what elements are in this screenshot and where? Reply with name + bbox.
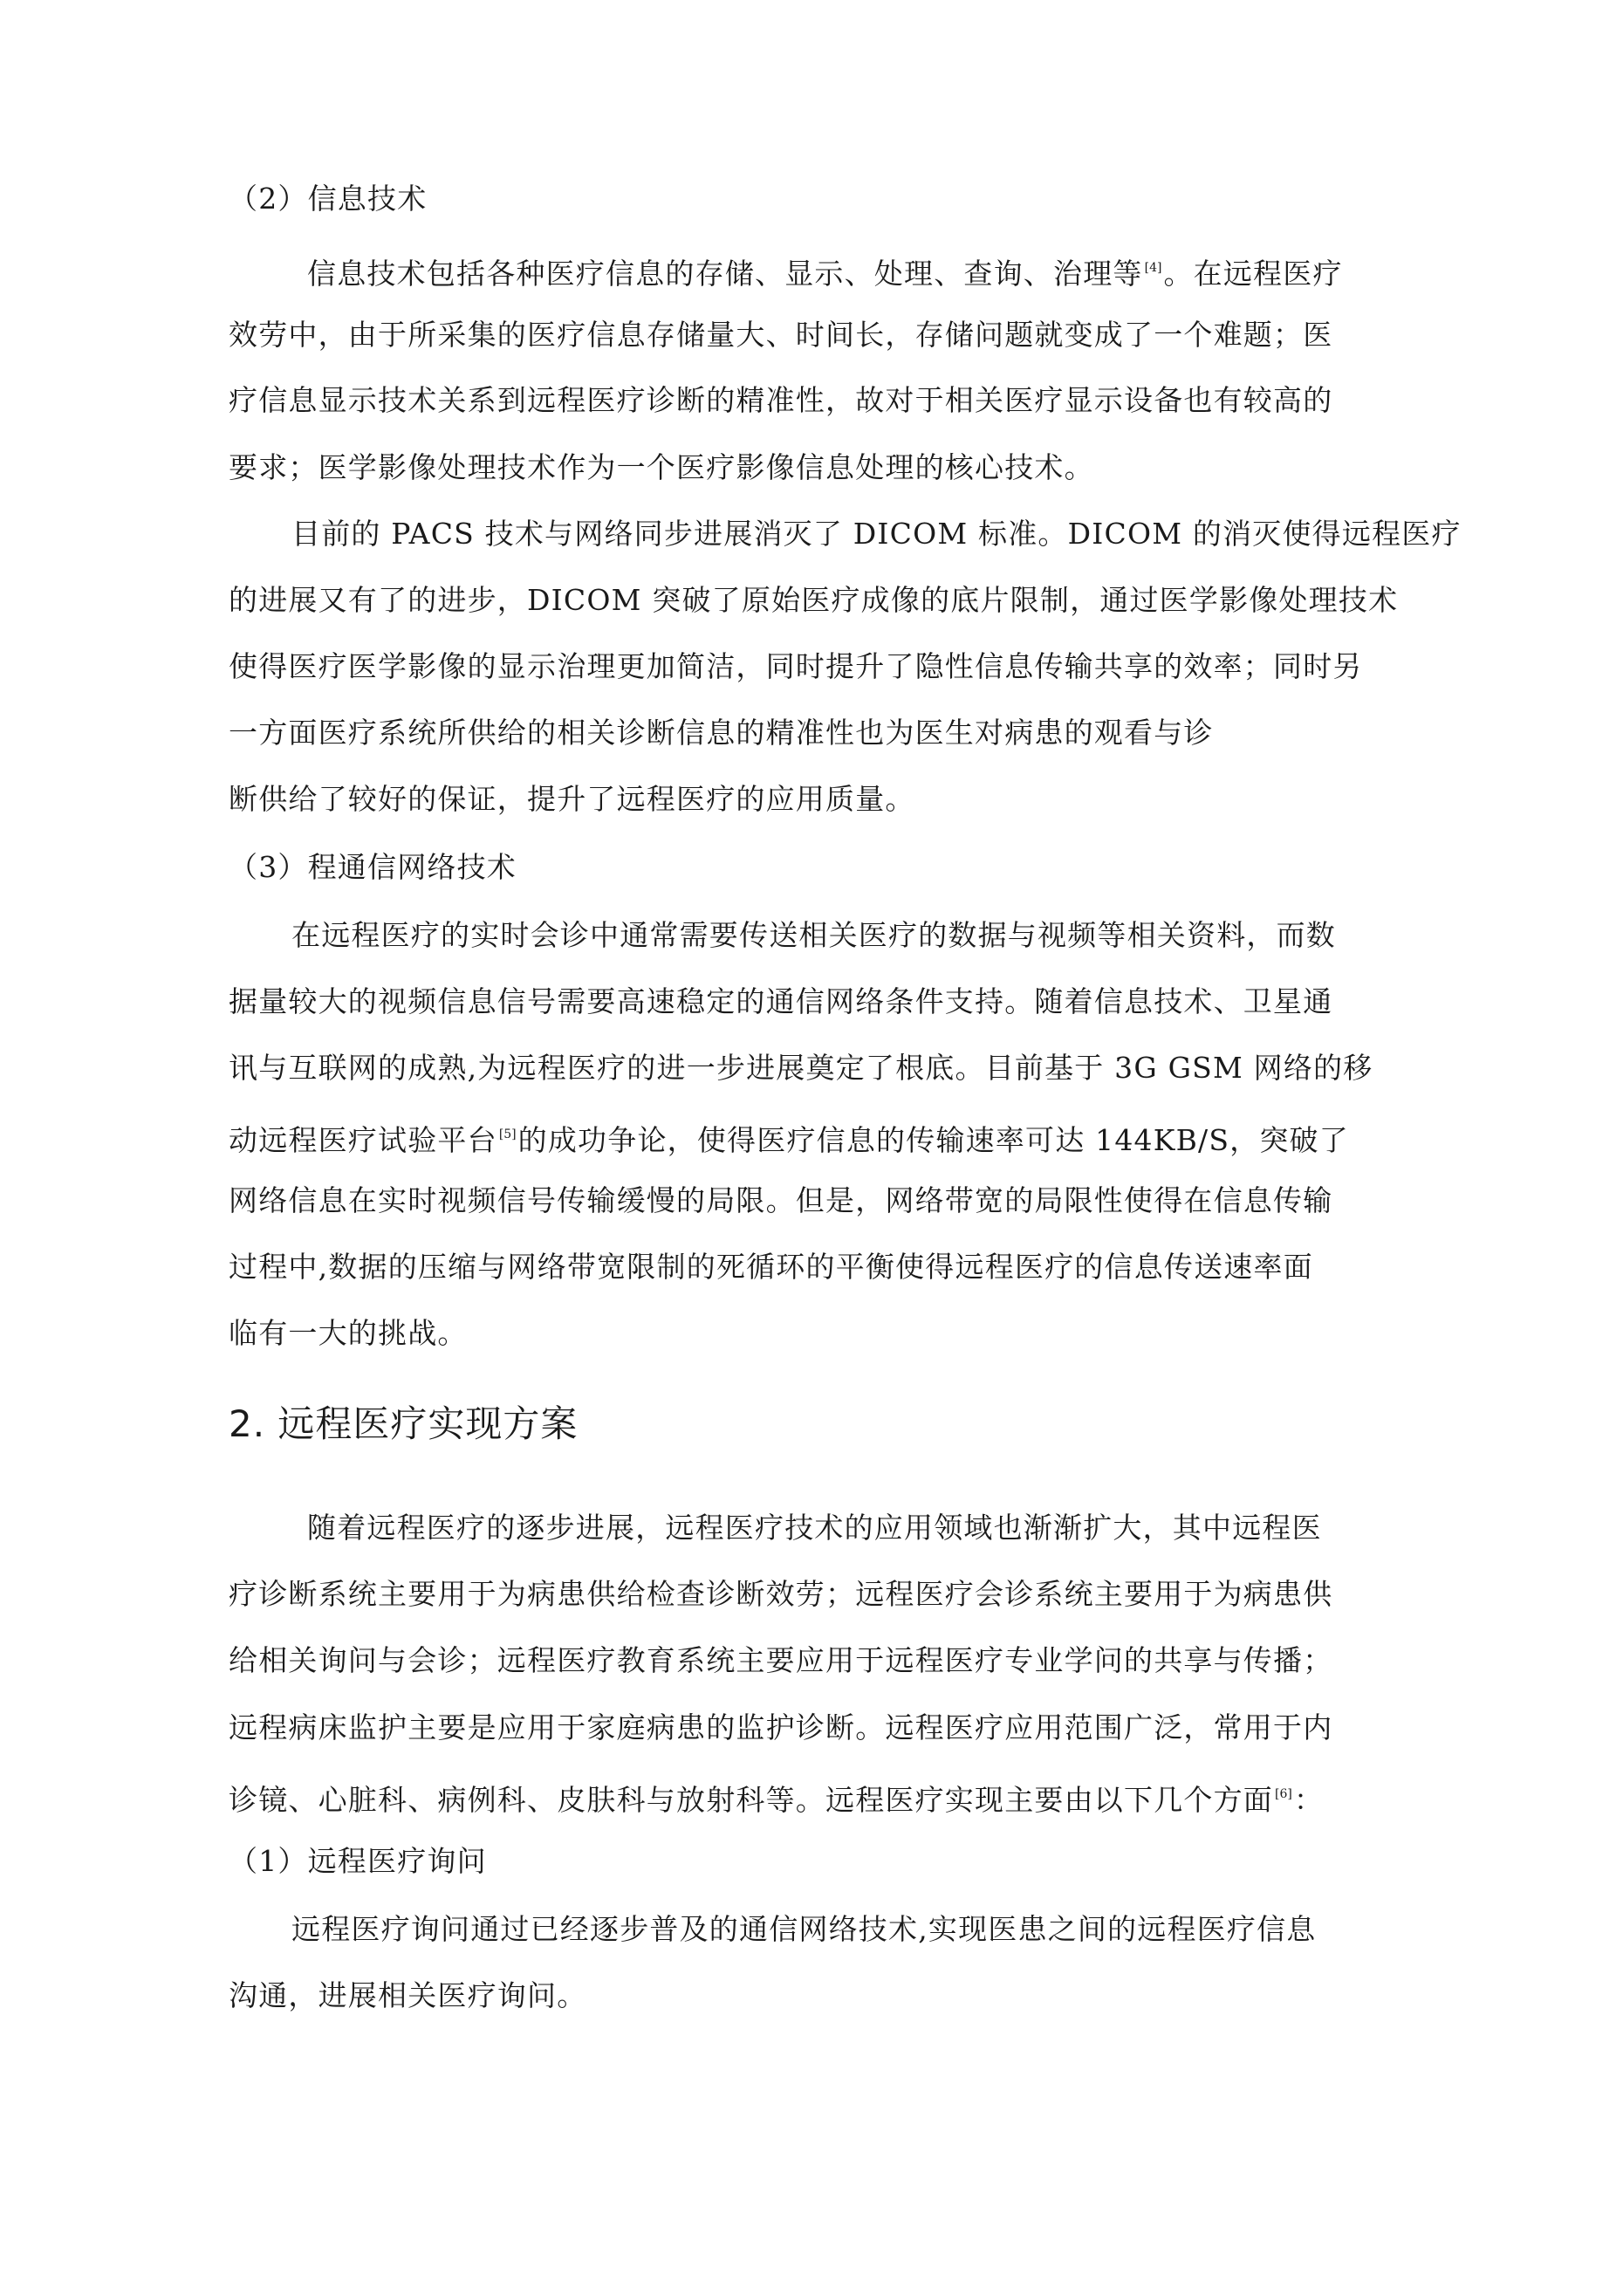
text: 的成功争论，使得医疗信息的传输速率可达 144KB/S，突破了 (517, 1123, 1349, 1157)
paragraph-4-line-2: 疗诊断系统主要用于为病患供给检查诊断效劳；远程医疗会诊系统主要用于为病患供 (229, 1577, 1333, 1611)
paragraph-3-line-1: 在远程医疗的实时会诊中通常需要传送相关医疗的数据与视频等相关资料，而数 (291, 918, 1336, 952)
paragraph-1-line-3: 疗信息显示技术关系到远程医疗诊断的精准性，故对于相关医疗显示设备也有较高的 (229, 383, 1333, 417)
paragraph-3-line-2: 据量较大的视频信息信号需要高速稳定的通信网络条件支持。随着信息技术、卫星通 (229, 984, 1333, 1018)
citation-4: [4] (1144, 261, 1162, 275)
paragraph-5-line-2: 沟通，进展相关医疗询问。 (229, 1978, 587, 2012)
paragraph-3-line-6: 过程中,数据的压缩与网络带宽限制的死循环的平衡使得远程医疗的信息传送速率面 (229, 1250, 1313, 1284)
subsection-1-title: （1）远程医疗询问 (229, 1844, 487, 1878)
paragraph-2-line-1: 目前的 PACS 技术与网络同步进展消灭了 DICOM 标准。DICOM 的消灭使得远程医疗 (291, 517, 1462, 551)
text: ： (1293, 1783, 1325, 1817)
subsection-3-title: （3）程通信网络技术 (229, 850, 517, 884)
text: 。在远程医疗 (1163, 257, 1343, 291)
citation-5: [5] (498, 1127, 517, 1141)
paragraph-1-line-1 (307, 249, 1343, 293)
section-2-heading: 2. 远程医疗实现方案 (229, 1402, 579, 1445)
paragraph-1-line-4: 要求；医学影像处理技术作为一个医疗影像信息处理的核心技术。 (229, 450, 1094, 484)
subsection-2-title: （2）信息技术 (229, 182, 428, 216)
paragraph-4-line-4: 远程病床监护主要是应用于家庭病患的监护诊断。远程医疗应用范围广泛，常用于内 (229, 1710, 1333, 1744)
text: 动远程医疗试验平台 (229, 1123, 497, 1157)
paragraph-4-line-1: 随着远程医疗的逐步进展，远程医疗技术的应用领域也渐渐扩大，其中远程医 (307, 1511, 1322, 1545)
paragraph-3-line-4 (229, 1115, 1349, 1160)
paragraph-2-line-4: 一方面医疗系统所供给的相关诊断信息的精准性也为医生对病患的观看与诊 (229, 716, 1214, 750)
paragraph-4-line-3: 给相关询问与会诊；远程医疗教育系统主要应用于远程医疗专业学问的共享与传播； (229, 1643, 1333, 1677)
text: 信息技术包括各种医疗信息的存储、显示、处理、查询、治理等 (307, 257, 1143, 291)
paragraph-2-line-5: 断供给了较好的保证，提升了远程医疗的应用质量。 (229, 782, 915, 816)
paragraph-3-line-3: 讯与互联网的成熟,为远程医疗的进一步进展奠定了根底。目前基于 3G GSM 网络的移 (229, 1051, 1373, 1085)
paragraph-2-line-2: 的进展又有了的进步，DICOM 突破了原始医疗成像的底片限制，通过医学影像处理技术 (229, 583, 1399, 617)
paragraph-2-line-3: 使得医疗医学影像的显示治理更加简洁，同时提升了隐性信息传输共享的效率；同时另 (229, 649, 1363, 683)
paragraph-5-line-1: 远程医疗询问通过已经逐步普及的通信网络技术,实现医患之间的远程医疗信息 (291, 1912, 1317, 1946)
paragraph-3-line-7: 临有一大的挑战。 (229, 1316, 468, 1350)
citation-6: [6] (1275, 1787, 1292, 1801)
paragraph-4-line-5 (229, 1775, 1324, 1820)
paragraph-1-line-2: 效劳中，由于所采集的医疗信息存储量大、时间长，存储问题就变成了一个难题；医 (229, 318, 1333, 352)
text: 诊镜、心脏科、病例科、皮肤科与放射科等。远程医疗实现主要由以下几个方面 (229, 1783, 1273, 1817)
paragraph-3-line-5: 网络信息在实时视频信号传输缓慢的局限。但是，网络带宽的局限性使得在信息传输 (229, 1183, 1333, 1217)
